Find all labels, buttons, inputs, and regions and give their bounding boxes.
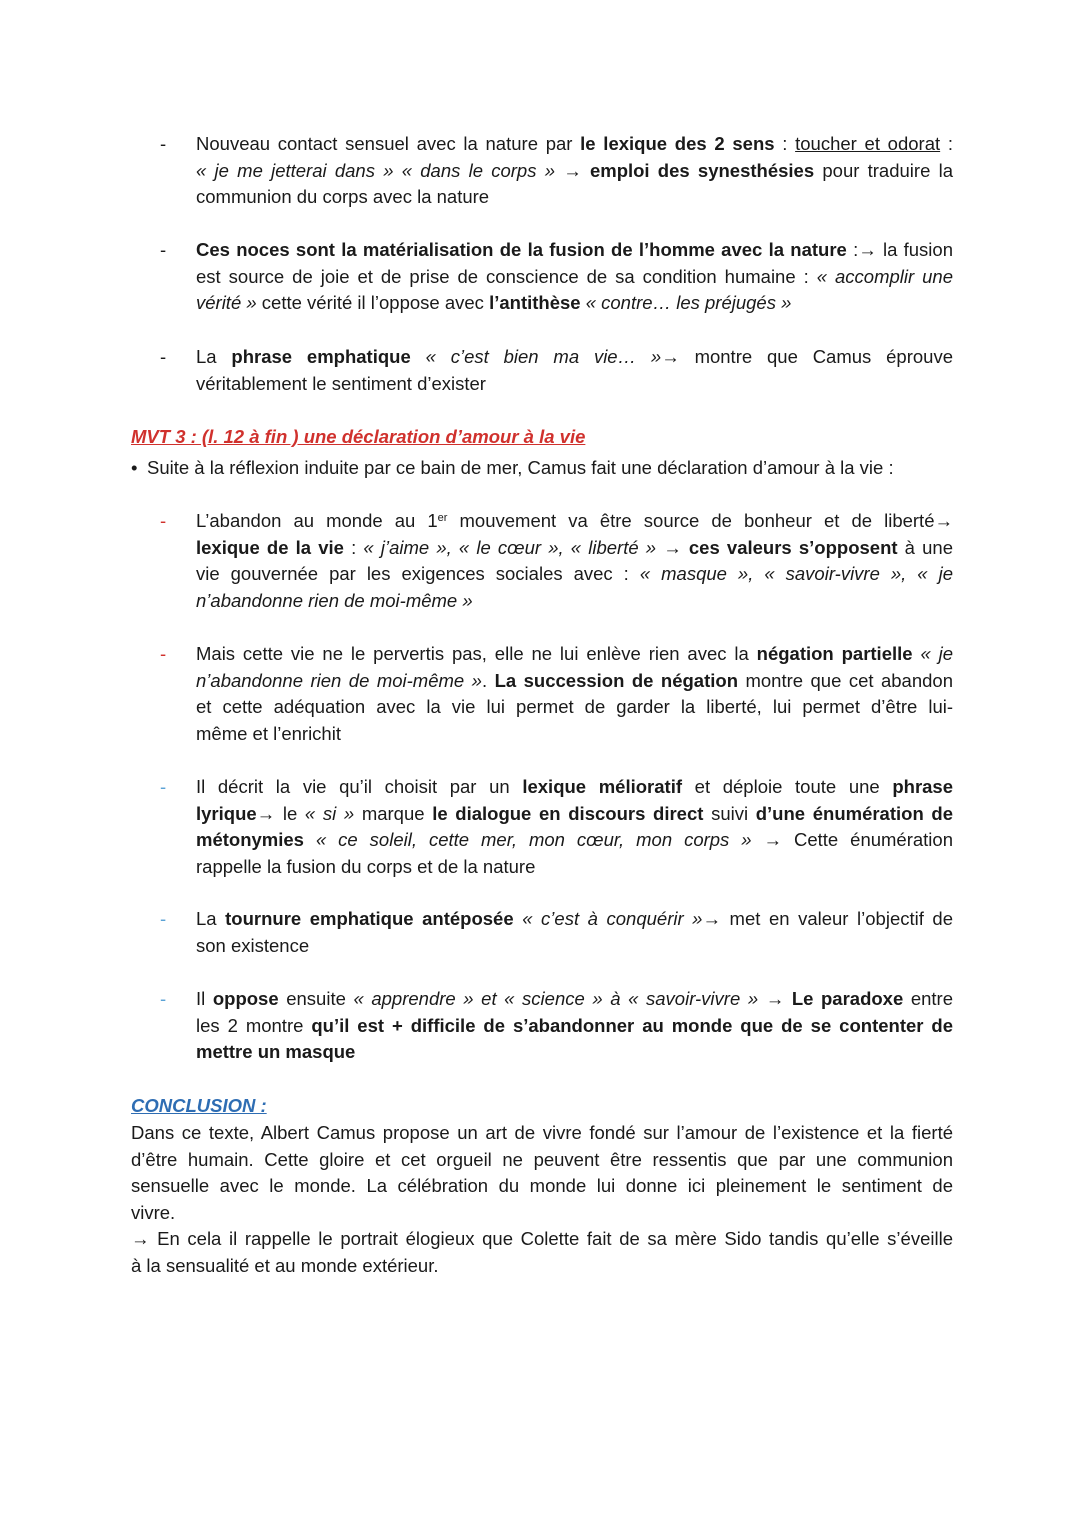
text-run: :→ la fusion xyxy=(846,239,954,260)
text-run: → montre que Camus éprouve xyxy=(661,346,953,367)
text-run: phrase xyxy=(892,776,954,797)
text-line xyxy=(196,1013,953,1040)
text-run: → met en valeur l’objectif de xyxy=(702,908,954,929)
text-run xyxy=(411,346,426,367)
text-line xyxy=(196,641,953,668)
text-line: rappelle la fusion du corps et de la nature xyxy=(196,855,536,877)
text-line xyxy=(196,264,953,291)
text-run: lyrique→ xyxy=(196,802,276,824)
list-dash: - xyxy=(160,908,167,929)
text-run: « accomplir une xyxy=(816,265,953,287)
text-run: mettre un masque xyxy=(196,1041,356,1062)
text-run: → xyxy=(656,536,689,558)
text-run: Il xyxy=(196,988,213,1009)
text-run: → xyxy=(758,988,792,1009)
text-run: tournure emphatique antéposée xyxy=(225,908,514,929)
text-run: ensuite xyxy=(278,988,354,1009)
text-line: et cette adéquation avec la vie lui permet de garder la liberté, lui permet d’être lui- xyxy=(196,696,953,717)
text-line: d’être humain. Cette gloire et cet orgueil ne peuvent être ressentis que par une communion xyxy=(131,1148,953,1170)
text-line: vivre. xyxy=(131,1201,176,1223)
text-line xyxy=(196,344,953,371)
text-line: son existence xyxy=(196,934,310,956)
text-run: est source de joie et de prise de conscience de sa condition humaine : xyxy=(196,265,817,287)
text-run: « ce soleil, cette mer, mon cœur, mon corps » xyxy=(315,829,752,850)
text-run: qu’il est + difficile de s’abandonner au monde que de se contenter de xyxy=(311,1014,953,1036)
bullet-text: Suite à la réflexion induite par ce bain de mer, Camus fait une déclaration d’amour à la vie : xyxy=(147,457,894,478)
text-run: « c’est à conquérir » xyxy=(522,908,703,929)
text-run: à une xyxy=(897,536,953,558)
text-run: n’abandonne rien de moi-même » xyxy=(196,669,482,691)
text-run: La succession de négation xyxy=(494,669,738,691)
text-line xyxy=(196,237,953,264)
text-run: . xyxy=(481,669,495,691)
text-run: les 2 montre xyxy=(196,1014,312,1036)
text-run: pour traduire la xyxy=(814,159,953,181)
text-run: oppose xyxy=(212,988,279,1009)
text-run: er xyxy=(437,512,448,524)
list-item xyxy=(196,344,953,397)
text-run: La xyxy=(196,908,226,929)
text-line xyxy=(196,827,953,854)
text-run: Ces noces sont la matérialisation de la fusion de l’homme avec la nature xyxy=(196,239,847,260)
text-line: → En cela il rappelle le portrait élogieux que Colette fait de sa mère Sido tandis qu’elle s’éveille xyxy=(131,1228,953,1249)
text-run: vérité » xyxy=(196,292,257,313)
conclusion-paragraph xyxy=(131,1120,953,1279)
text-line xyxy=(196,986,953,1013)
list-item xyxy=(196,906,953,959)
text-run: : xyxy=(940,133,953,154)
text-run: et déploie toute une xyxy=(682,776,893,797)
text-run: montre que cet abandon xyxy=(738,669,954,691)
list-item xyxy=(196,131,953,211)
text-run: lexique mélioratif xyxy=(522,776,683,797)
list-item xyxy=(196,237,953,317)
text-line xyxy=(196,508,953,535)
text-run: Nouveau contact sensuel avec la nature par xyxy=(196,133,581,154)
list-item xyxy=(196,641,953,747)
text-run: : xyxy=(343,536,364,558)
text-run: « je me jetterai dans » « dans le corps » xyxy=(196,159,555,181)
text-line xyxy=(196,774,953,801)
text-run: n’abandonne rien de moi-même » xyxy=(196,589,473,611)
text-run: lexique de la vie xyxy=(196,536,344,558)
list-item xyxy=(196,986,953,1066)
text-run: négation partielle xyxy=(756,643,913,664)
text-run: Il décrit la vie qu’il choisit par un xyxy=(196,776,523,797)
text-run: « j’aime », « le cœur », « liberté » xyxy=(363,536,657,558)
text-run: cette vérité il l’oppose avec xyxy=(256,292,490,313)
section-heading: MVT 3 : (l. 12 à fin ) une déclaration d’amour à la vie xyxy=(131,426,586,447)
text-run: Le paradoxe xyxy=(791,988,904,1009)
text-line xyxy=(196,668,953,695)
text-run: Mais cette vie ne le pervertis pas, elle ne lui enlève rien avec la xyxy=(196,643,757,664)
text-line: à la sensualité et au monde extérieur. xyxy=(131,1254,439,1276)
list-dash: - xyxy=(160,133,167,154)
text-run: emploi des synesthésies xyxy=(589,159,815,181)
text-run: métonymies xyxy=(196,829,304,850)
text-run: toucher et odorat xyxy=(795,133,941,154)
text-line xyxy=(196,131,953,158)
text-line xyxy=(196,290,953,317)
text-run: phrase emphatique xyxy=(231,346,411,367)
text-run: mouvement va être source de bonheur et de liberté→ xyxy=(447,510,953,531)
text-line xyxy=(196,588,953,615)
text-line: Dans ce texte, Albert Camus propose un art de vivre fondé sur l’amour de l’existence et la fierté xyxy=(131,1122,953,1143)
text-run: vie gouvernée par les exigences sociales avec : xyxy=(196,563,640,584)
text-run: « je xyxy=(920,643,953,664)
bullet-paragraph xyxy=(131,455,894,481)
list-dash: - xyxy=(160,776,167,797)
text-line xyxy=(196,801,953,828)
text-line xyxy=(196,906,953,933)
text-run: « c’est bien ma vie… » xyxy=(425,346,662,367)
text-run: le lexique des 2 sens xyxy=(580,133,775,154)
list-dash: - xyxy=(160,643,167,664)
text-run: « si » xyxy=(304,802,355,824)
text-line: véritablement le sentiment d’exister xyxy=(196,372,486,394)
text-run: « apprendre » et « science » à « savoir-vivre » xyxy=(353,988,759,1009)
text-run: entre xyxy=(903,988,954,1009)
list-item xyxy=(196,774,953,880)
text-run: La xyxy=(196,346,232,367)
text-run: L’abandon au monde au 1 xyxy=(196,510,438,531)
text-run: ces valeurs s’opposent xyxy=(688,536,898,558)
text-run xyxy=(514,908,523,929)
text-run: → xyxy=(554,159,590,181)
list-dash: - xyxy=(160,988,167,1009)
text-run: : xyxy=(774,133,796,154)
text-run: l’antithèse xyxy=(489,292,581,313)
text-line xyxy=(196,561,953,588)
text-line xyxy=(196,1039,953,1066)
text-line: sensuelle avec le monde. La célébration du monde lui donne ici pleinement le sentiment de xyxy=(131,1175,953,1196)
text-line: même et l’enrichit xyxy=(196,722,341,744)
list-item xyxy=(196,508,953,614)
list-dash: - xyxy=(160,346,167,367)
text-line: communion du corps avec la nature xyxy=(196,186,490,207)
text-line xyxy=(196,158,953,185)
text-run: le xyxy=(275,802,305,824)
text-run: « masque », « savoir-vivre », « je xyxy=(639,563,953,584)
text-run: « contre… les préjugés » xyxy=(585,292,792,313)
text-run: d’une énumération de xyxy=(755,802,953,824)
text-run: le dialogue en discours direct xyxy=(432,802,704,824)
text-run xyxy=(304,829,316,850)
text-run: → Cette énumération xyxy=(751,829,953,850)
text-run: marque xyxy=(354,802,433,824)
list-dash: - xyxy=(160,510,167,531)
conclusion-heading: CONCLUSION : xyxy=(131,1095,267,1116)
text-line xyxy=(196,535,953,562)
list-dash: - xyxy=(160,239,167,260)
text-run: suivi xyxy=(703,802,756,824)
bullet-dot: • xyxy=(131,457,138,478)
